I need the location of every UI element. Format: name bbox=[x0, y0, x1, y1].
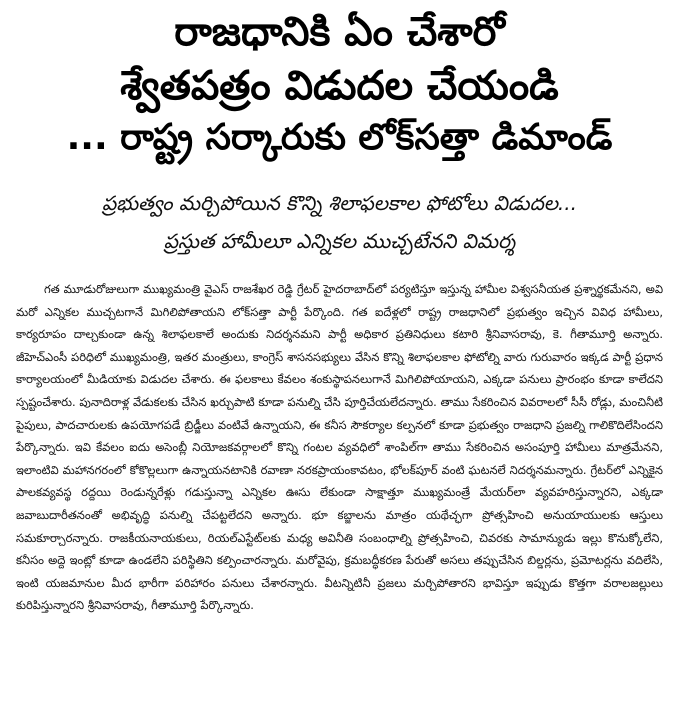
subheadings bbox=[16, 184, 663, 260]
headline-line-3: ... రాష్ట్ర సర్కారుకు లోక్‌సత్తా డిమాండ్ bbox=[66, 117, 613, 158]
subheading-2: ప్రస్తుత హామీలూ ఎన్నికల ముచ్చటేనని విమర్శ bbox=[163, 229, 516, 253]
headline-line-1: రాజధానికి ఏం చేశారో bbox=[174, 9, 505, 55]
headline bbox=[16, 6, 663, 162]
headline-line-2: శ్వేతపత్రం విడుదల చేయండి bbox=[120, 63, 559, 109]
article-body: గత మూడురోజులుగా ముఖ్యమంత్రి వైఎస్ రాజశేఖర రెడ్డి గ్రేటర్ హైదరాబాద్‌లో పర్యటిస్తూ ఇస్తున్న హామీల విశ్వసనీయత ప్రశ్నార్థకమేనని, అవి మరో ఎన్నికల ముచ్చటగానే మిగిలిపోతాయని లోక్‌సత్తా పార్టీ పేర్కొంది. గత ఐదేళ్లలో రాష్ట్ర రాజధానిలో ప్రభుత్వం ఇచ్చిన వివిధ హామీలు, కార్యరూపం దాల్చకుండా ఉన్న శిలాఫలకాలే అందుకు నిదర్శనమని పార్టీ అధికార ప్రతినిధులు కటారి శ్రీనివాసరావు, కె. గీతామూర్తి అన్నారు. జీహెచ్ఎంసీ పరిధిలో ముఖ్యమంత్రి, ఇతర మంత్రులు, కాంగ్రెస్ శాసనసభ్యులు వేసిన కొన్ని శిలాఫలకాల ఫోటోల్ని వారు గురువారం ఇక్కడ పార్టీ ప్రధాన కార్యాలయంలో మీడియాకు విడుదల చేశారు. ఈ ఫలకాలు కేవలం శంకుస్థాపనలుగానే మిగిలిపోయాయని, ఎక్కడా పనులు ప్రారంభం కూడా కాలేదని స్పష్టంచేశారు. పునాదిరాళ్ల వేడుకలకు చేసిన ఖర్చుపాటి కూడా పనుల్ని చేసి పూర్తిచేయలేదన్నారు. తాము సేకరించిన వివరాలలో సీసీ రోడ్లు, మంచినీటి పైపులు, పాదచారులకు ఉపయోగపడే బ్రిడ్జీలు వంటివే ఉన్నాయని, ఈ కనీస సౌకర్యాల కల్పనలో కూడా ప్రభుత్వం రాజధాని ప్రజల్ని గాలికొదిలేసిందని పేర్కొన్నారు. ఇవి కేవలం ఐదు అసెంబ్లీ నియోజకవర్గాలలో కొన్ని గంటల వ్యవధిలో శాంపిల్‌గా తాము సేకరించిన అసంపూర్తి హామీలు మాత్రమేనని, ఇలాంటివి మహానగరంలో కోకొల్లలుగా ఉన్నాయనటానికి రవాణా నరకప్రాయంకావటం, భోలక్‌పూర్ వంటి ఘటనలే నిదర్శనమన్నారు. గ్రేటర్‌లో ఎన్నికైన పాలకవ్యవస్థ రద్దయి రెండున్నరేళ్లు గడుస్తున్నా ఎన్నికల ఊసు లేకుండా సాక్షాత్తూ ముఖ్యమంత్రే మేయర్‌లా వ్యవహరిస్తున్నారని, ఎక్కడా జవాబుదారీతనంతో అభివృద్ధి పనుల్ని చేపట్టలేదని అన్నారు. భూ కబ్జాలను మాత్రం యథేచ్ఛగా ప్రోత్సహించి అనుయాయులకు ఆస్తులు సమకూర్చారన్నారు. రాజకీయనాయకులు, రియల్‌ఎస్టేట్‌లకు మధ్య అవినీతి సంబంధాల్ని ప్రోత్సహించి, చివరకు సామాన్యుడు ఇల్లు కొనుక్కోలేని, కనీసం అద్దె ఇంట్లో కూడా ఉండలేని పరిస్థితిని కల్పించారన్నారు. మరోవైపు, క్రమబద్ధీకరణ పేరుతో అసలు తప్పుచేసిన బిల్డర్లను, ప్రమోటర్లను వదిలేసి, ఇంటి యజమానుల మీద భారీగా పరిహారం పనులు చేశారన్నారు. వీటన్నిటినీ ప్రజలు మర్చిపోతారని భావిస్తూ ఇప్పుడు కొత్తగా వరాలజల్లులు కురిపిస్తున్నారని శ్రీనివాసరావు, గీతామూర్తి పేర్కొన్నారు. bbox=[16, 282, 663, 613]
subheading-1: ప్రభుత్వం మర్చిపోయిన కొన్ని శిలాఫలకాల ఫోటోలు విడుదల... bbox=[102, 191, 577, 215]
